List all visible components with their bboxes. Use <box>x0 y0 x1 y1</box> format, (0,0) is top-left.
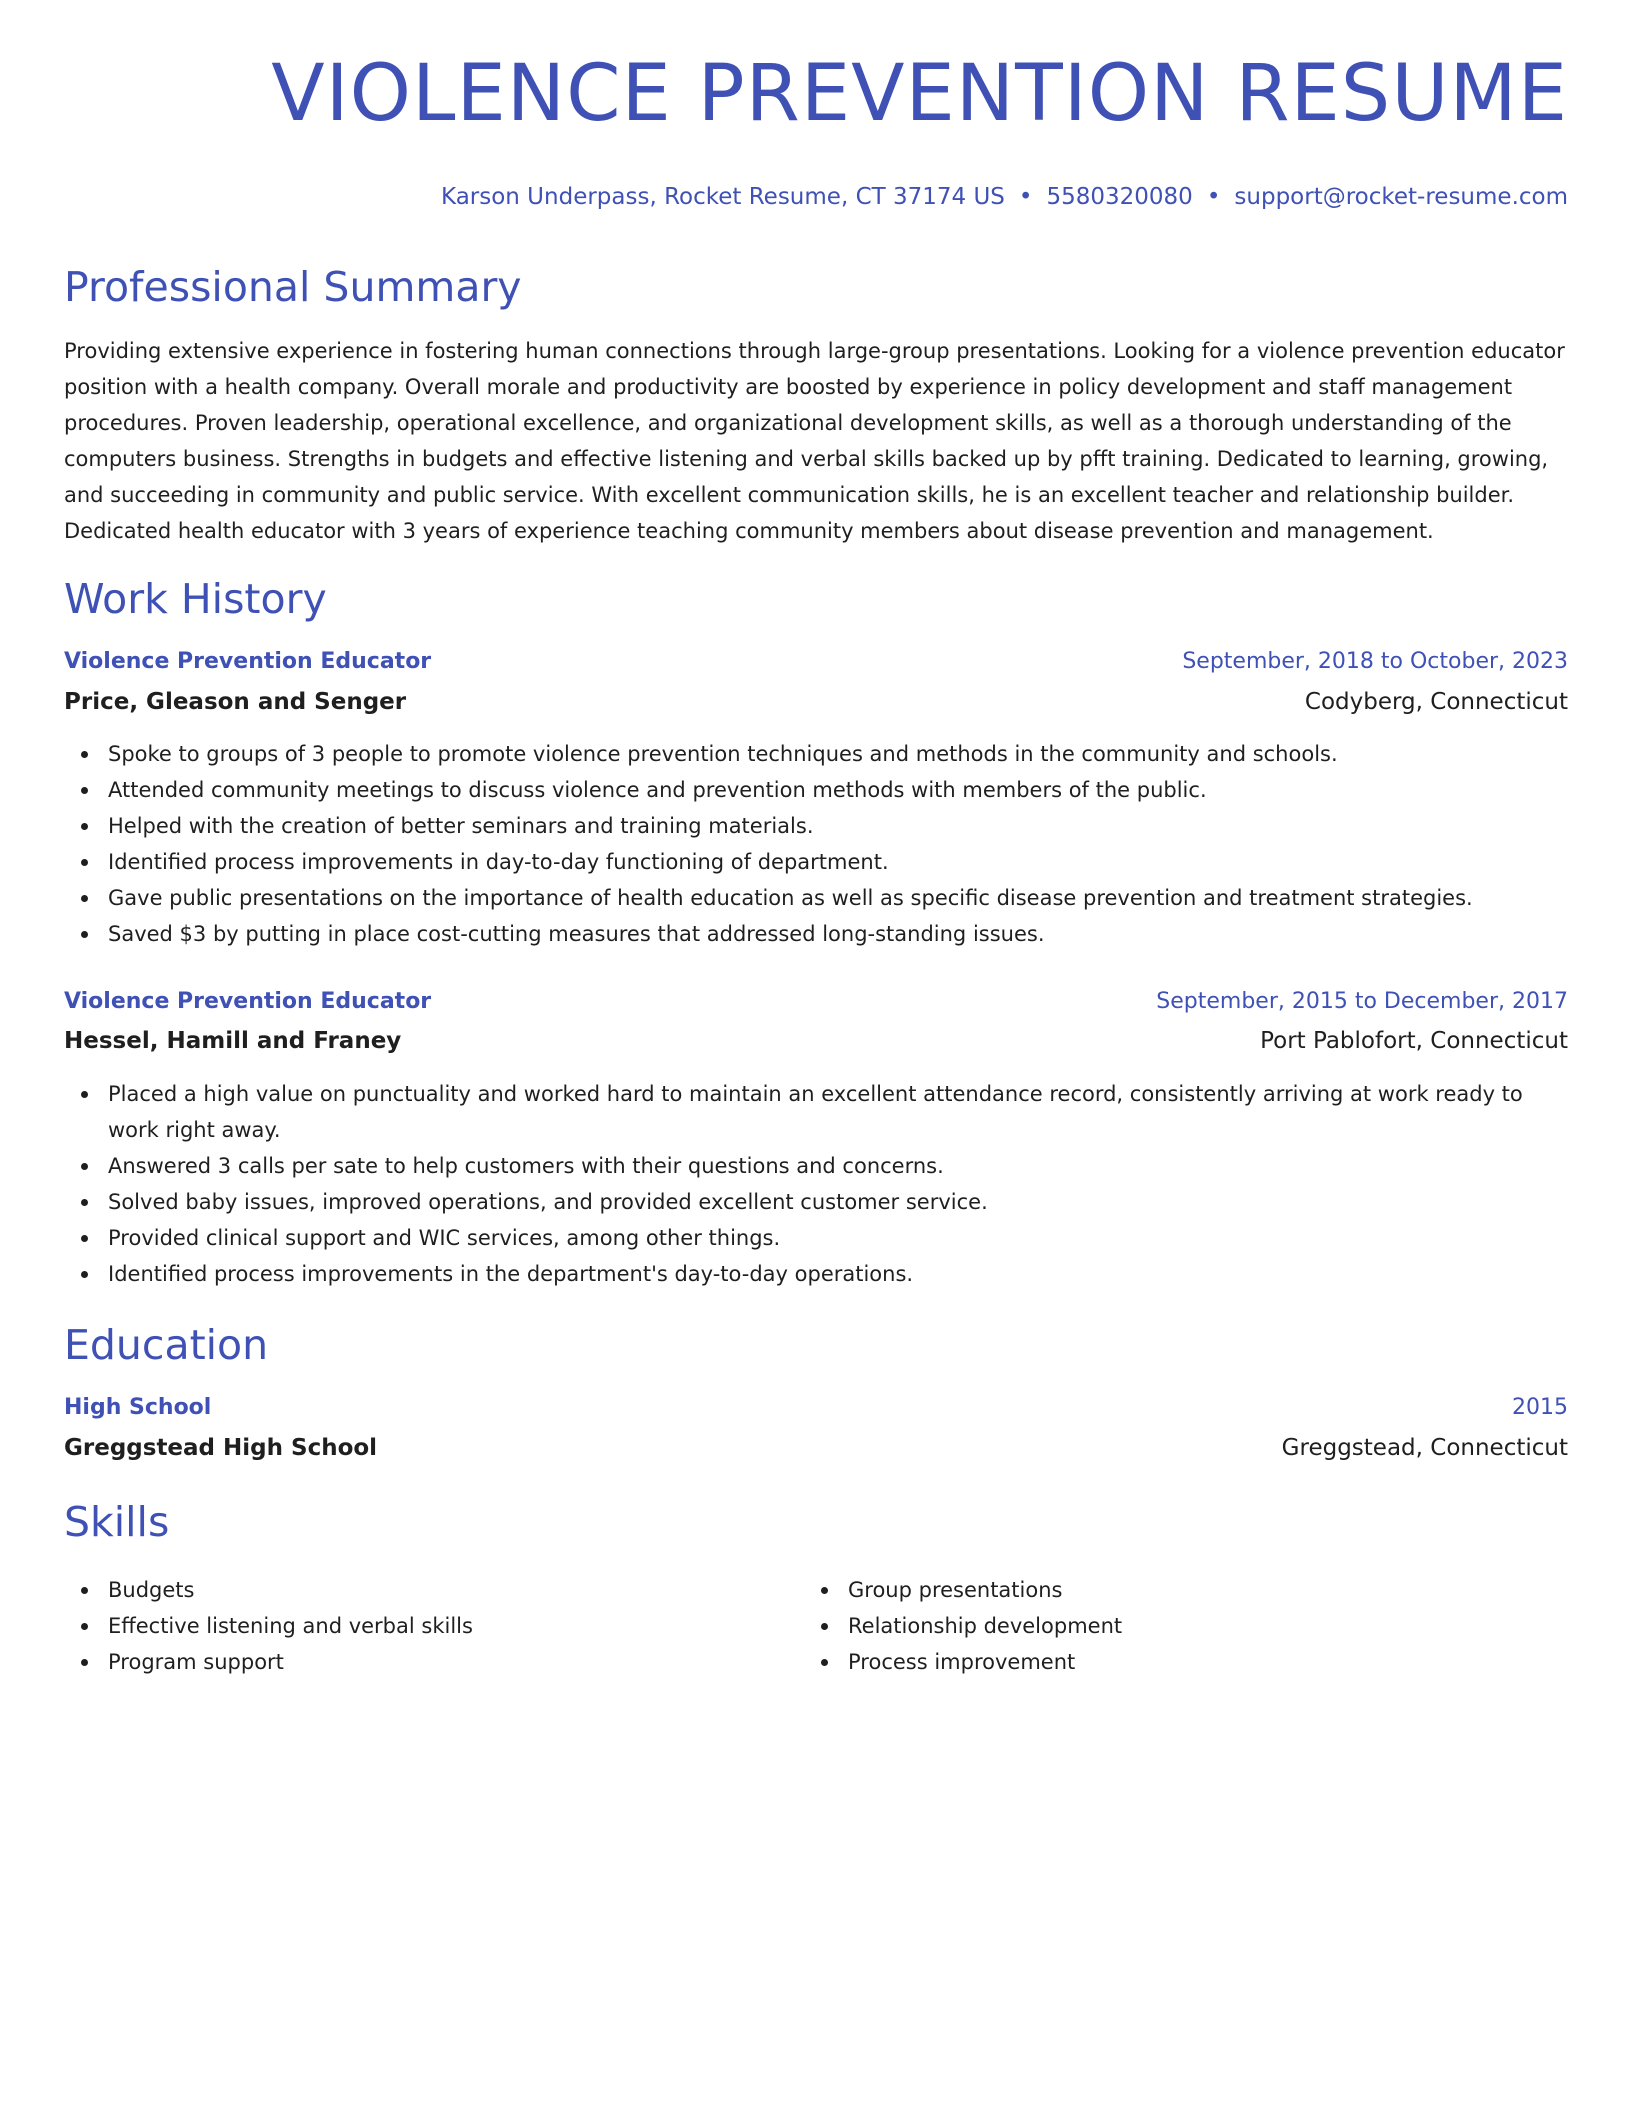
contact-separator: • <box>1018 184 1033 210</box>
job-1-title-row <box>64 646 1568 678</box>
list-item: Solved baby issues, improved operations, and provided excellent customer service. <box>108 1184 1568 1220</box>
list-item: Gave public presentations on the importance of health education as well as specific disease prevention and treatment strategies. <box>108 880 1568 916</box>
job-2-title-row <box>64 986 1568 1018</box>
education-school-row <box>64 1432 1568 1464</box>
resume-title: VIOLENCE PREVENTION RESUME <box>271 49 1568 139</box>
skill-item: Process improvement <box>848 1644 1548 1680</box>
list-item: Attended community meetings to discuss violence and prevention methods with members of the public. <box>108 772 1568 808</box>
job-company: Price, Gleason and Senger <box>64 689 407 715</box>
list-item: Placed a high value on punctuality and worked hard to maintain an excellent attendance record, consistently arriving at work ready to work right away. <box>108 1076 1568 1148</box>
job-2-duties <box>64 1076 1568 1292</box>
contact-email: support@rocket-resume.com <box>1234 184 1568 210</box>
skills-heading: Skills <box>64 1498 170 1546</box>
skill-item: Effective listening and verbal skills <box>108 1608 798 1644</box>
work-history-heading: Work History <box>64 575 327 623</box>
job-location: Codyberg, Connecticut <box>1304 689 1568 715</box>
job-1-duties <box>64 736 1568 952</box>
job-dates: September, 2018 to October, 2023 <box>1182 649 1568 674</box>
education-degree-row <box>64 1392 1568 1424</box>
list-item: Helped with the creation of better seminars and training materials. <box>108 808 1568 844</box>
job-title: Violence Prevention Educator <box>64 649 432 674</box>
skills-list-right <box>804 1572 1548 1680</box>
list-item: Identified process improvements in day-to-day functioning of department. <box>108 844 1568 880</box>
job-company: Hessel, Hamill and Franey <box>64 1028 402 1054</box>
education-heading: Education <box>64 1321 269 1369</box>
skill-item: Budgets <box>108 1572 798 1608</box>
list-item: Provided clinical support and WIC services, among other things. <box>108 1220 1568 1256</box>
list-item: Answered 3 calls per sate to help customers with their questions and concerns. <box>108 1148 1568 1184</box>
education-degree: High School <box>64 1395 212 1420</box>
skill-item: Program support <box>108 1644 798 1680</box>
contact-separator: • <box>1206 184 1221 210</box>
list-item: Spoke to groups of 3 people to promote violence prevention techniques and methods in the community and schools. <box>108 736 1568 772</box>
job-dates: September, 2015 to December, 2017 <box>1156 989 1568 1014</box>
education-year: 2015 <box>1512 1395 1568 1420</box>
skill-item: Group presentations <box>848 1572 1548 1608</box>
job-2-company-row <box>64 1025 1568 1057</box>
job-location: Port Pablofort, Connecticut <box>1260 1028 1568 1054</box>
summary-heading: Professional Summary <box>64 263 522 311</box>
list-item: Identified process improvements in the department's day-to-day operations. <box>108 1256 1568 1292</box>
list-item: Saved $3 by putting in place cost-cutting measures that addressed long-standing issues. <box>108 916 1568 952</box>
job-1-company-row <box>64 686 1568 718</box>
summary-text: Providing extensive experience in fostering human connections through large-group presentations. Looking for a violence prevention educator position with a health company. Overall morale and productivity are boosted by experience in policy development and staff management procedures. Proven leadership, operational excellence, and organizational development skills, as well as a thorough understanding of the computers business. Strengths in budgets and effective listening and verbal skills backed up by pfft training. Dedicated to learning, growing, and succeeding in community and public service. With excellent communication skills, he is an excellent teacher and relationship builder. Dedicated health educator with 3 years of experience teaching community members about disease prevention and management. <box>64 339 1565 543</box>
contact-phone: 5580320080 <box>1046 184 1193 210</box>
education-school: Greggstead High School <box>64 1435 378 1461</box>
contact-address: Karson Underpass, Rocket Resume, CT 37174 US <box>441 184 1005 210</box>
job-title: Violence Prevention Educator <box>64 989 432 1014</box>
education-location: Greggstead, Connecticut <box>1281 1435 1568 1461</box>
contact-line <box>441 181 1568 213</box>
skill-item: Relationship development <box>848 1608 1548 1644</box>
skills-list-left <box>64 1572 798 1680</box>
